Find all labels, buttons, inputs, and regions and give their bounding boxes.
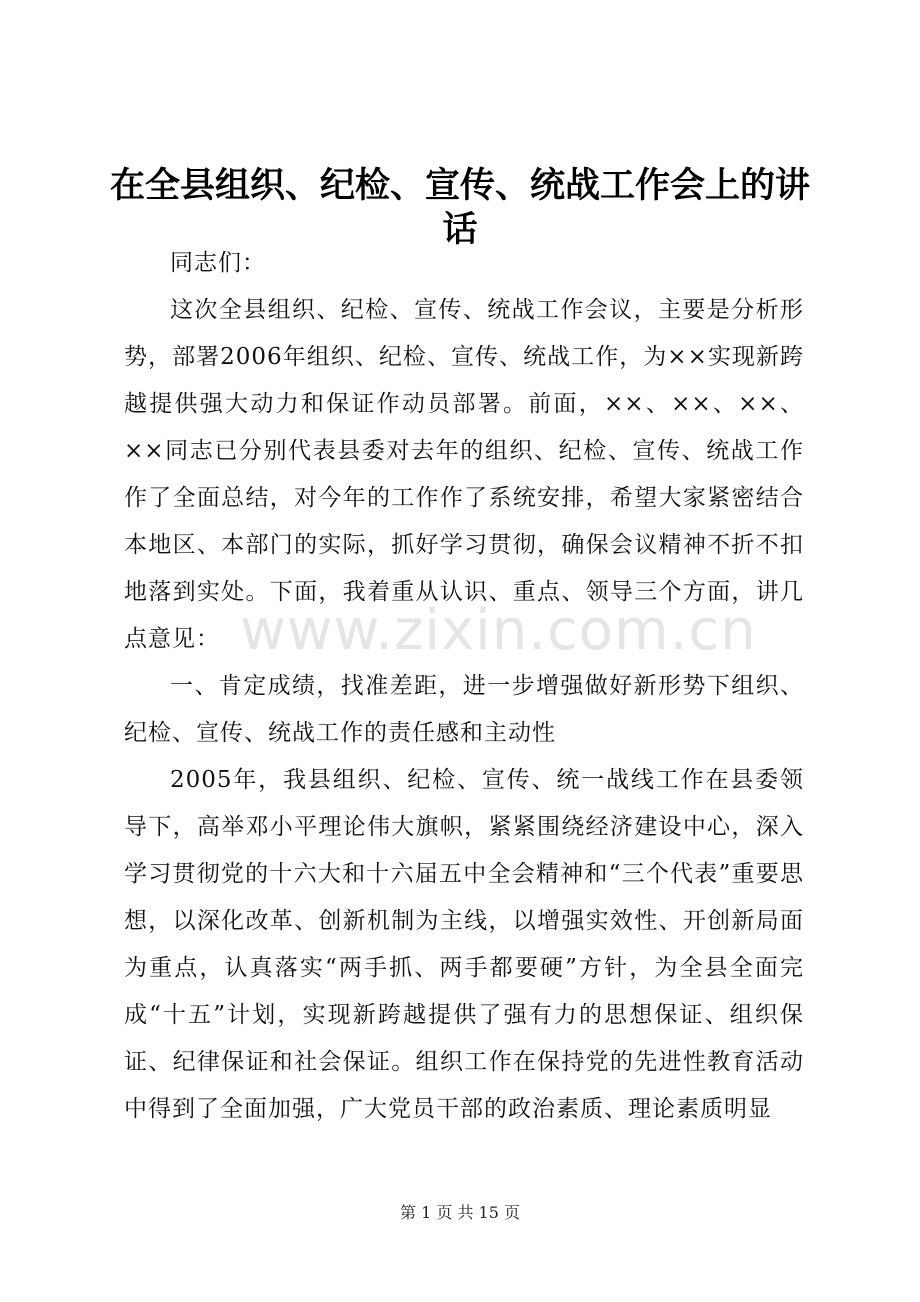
document-body xyxy=(124,240,804,1133)
watermark-text: www.zixin.com.cn xyxy=(240,598,757,663)
salutation-paragraph: 同志们： xyxy=(170,250,266,276)
intro-paragraph: 这次全县组织、纪检、宣传、统战工作会议，主要是分析形势，部署2006年组织、纪检、宣传、统战工作，为××实现新跨越提供强大动力和保证作动员部署。前面，××、××、××、××同志已分别代表县委对去年的组织、纪检、宣传、统战工作作了全面总结，对今年的工作作了系统安排，希望大家紧密结合本地区、本部门的实际，抓好学习贯彻，确保会议精神不折不扣地落到实处。下面，我着重从认识、重点、领导三个方面，讲几点意见： xyxy=(124,297,804,652)
page-number-footer: 第 1 页 共 15 页 xyxy=(400,1203,520,1222)
document-title: 在全县组织、纪检、宣传、统战工作会上的讲话 xyxy=(110,166,811,250)
section-heading-paragraph: 一、肯定成绩，找准差距，进一步增强做好新形势下组织、纪检、宣传、统战工作的责任感和主动性 xyxy=(124,673,804,746)
body-paragraph: 2005年，我县组织、纪检、宣传、统一战线工作在县委领导下，高举邓小平理论伟大旗帜，紧紧围绕经济建设中心，深入学习贯彻党的十六大和十六届五中全会精神和“三个代表”重要思想，以深化改革、创新机制为主线，以增强实效性、开创新局面为重点，认真落实“两手抓、两手都要硬”方针，为全县全面完成“十五”计划，实现新跨越提供了强有力的思想保证、组织保证、纪律保证和社会保证。组织工作在保持党的先进性教育活动中得到了全面加强，广大党员干部的政治素质、理论素质明显 xyxy=(124,767,804,1122)
